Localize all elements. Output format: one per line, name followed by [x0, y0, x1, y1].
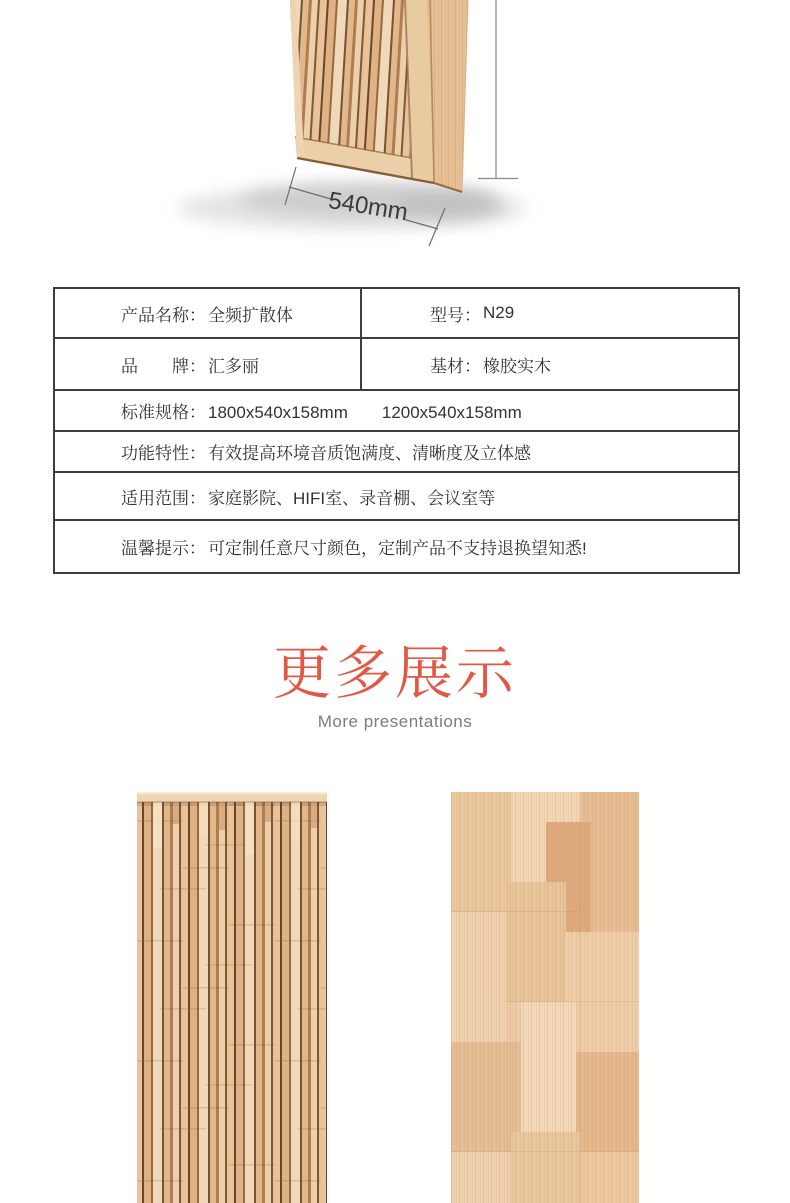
spec-standard-sizes [55, 391, 738, 430]
table-row [55, 337, 738, 389]
spec-value: 可定制任意尺寸颜色，定制产品不支持退换望知悉! [208, 539, 587, 558]
table-row [55, 471, 738, 519]
spec-label: 产品名称： [121, 305, 206, 325]
spec-material [360, 339, 738, 389]
diffuser-front-graphic [137, 792, 327, 1203]
spec-notice [55, 521, 738, 572]
table-row [55, 289, 738, 337]
section-subtitle: More presentations [317, 712, 473, 731]
spec-label: 品 牌： [121, 356, 206, 376]
hero-product-photo [0, 0, 790, 262]
spec-label: 适用范围： [121, 488, 206, 508]
spec-model [360, 289, 738, 337]
table-row [55, 430, 738, 471]
width-dimension-label: 540mm [326, 186, 410, 227]
table-row [55, 519, 738, 572]
spec-value: 汇多丽 [208, 356, 259, 376]
wood-panel-image [451, 792, 639, 1203]
spec-label: 标准规格： [121, 403, 206, 422]
spec-value: 橡胶实木 [483, 356, 551, 376]
section-title: 更多展示 [272, 641, 517, 706]
spec-features [55, 432, 738, 471]
table-row [55, 389, 738, 430]
diffuser-front-image [137, 792, 327, 1203]
spec-label: 功能特性： [121, 444, 206, 463]
height-dimension-line [478, 0, 518, 179]
spec-value: 家庭影院、HIFI室、录音棚、会议室等 [208, 488, 496, 508]
spec-value: 全频扩散体 [208, 305, 293, 325]
spec-label: 温馨提示： [121, 539, 206, 558]
diffuser-perspective-image [0, 0, 790, 262]
spec-label: 基材： [430, 356, 481, 376]
spec-value: N29 [483, 303, 515, 322]
spec-label: 型号： [430, 305, 481, 325]
spec-value: 1800x540x158mm 1200x540x158mm [208, 403, 522, 422]
spec-applications [55, 473, 738, 519]
spec-product-name [55, 289, 360, 337]
spec-value: 有效提高环境音质饱满度、清晰度及立体感 [208, 444, 531, 463]
spec-table [53, 287, 740, 574]
spec-brand [55, 339, 360, 389]
wood-panel-graphic [451, 792, 639, 1203]
